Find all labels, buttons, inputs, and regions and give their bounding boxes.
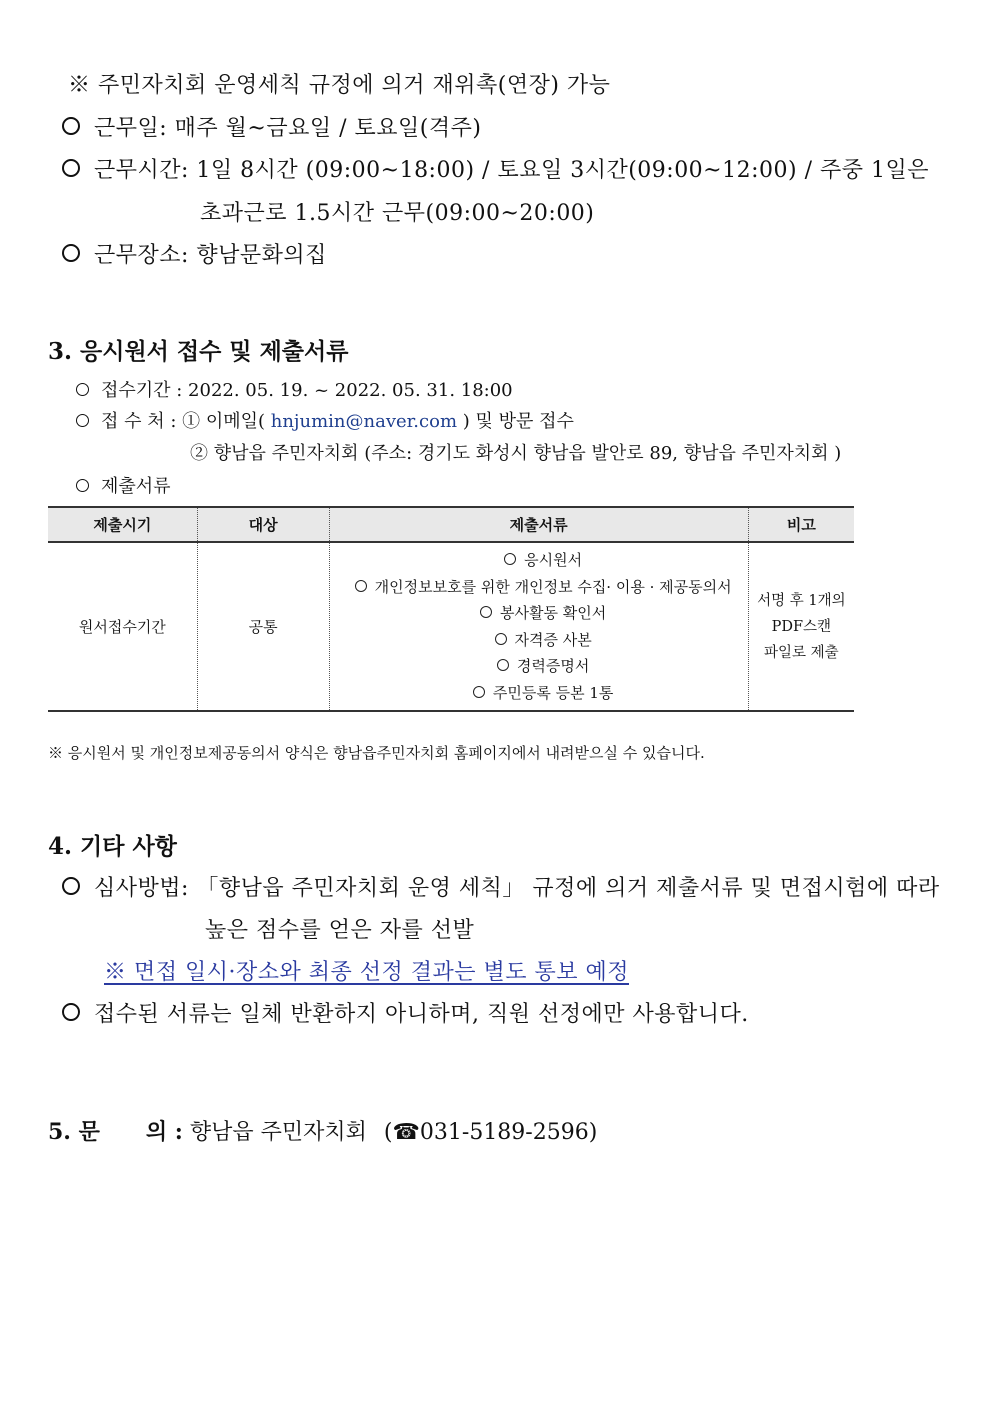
workdays-item	[62, 111, 481, 142]
reception-visit: ② 향남읍 주민자치회 (주소: 경기도 화성시 향남읍 발안로 89, 향남읍 주민자치회 )	[190, 443, 842, 464]
remark-line: PDF스캔	[771, 618, 832, 635]
email-link[interactable]: hnjumin@naver.com	[270, 411, 458, 432]
period-text: 접수기간 : 2022. 05. 19. ~ 2022. 05. 31. 18:00	[101, 380, 513, 401]
documents-table	[48, 506, 854, 712]
hours-item	[62, 153, 929, 184]
circle-bullet-icon	[62, 1003, 80, 1021]
method-text: 심사방법: 「향남읍 주민자치회 운영 세칙」 규정에 의거 제출서류 및 면접시험에 따라	[94, 876, 940, 901]
header-target: 대상	[197, 507, 329, 542]
circle-bullet-icon	[76, 383, 89, 396]
circle-bullet-icon	[76, 414, 89, 427]
cell-period: 원서접수기간	[48, 542, 197, 711]
period-item	[76, 376, 513, 402]
contact-label: 5. 문 의 :	[48, 1119, 183, 1145]
hours-text: 근무시간: 1일 8시간 (09:00~18:00) / 토요일 3시간(09:00~12:00) / 주중 1일은	[94, 158, 929, 183]
table-row	[48, 542, 854, 711]
place-text: 근무장소: 향남문화의집	[94, 243, 327, 268]
header-period: 제출시기	[48, 507, 197, 542]
circle-icon	[480, 606, 492, 618]
cell-target: 공통	[197, 542, 329, 711]
document-name: 주민등록 등본 1통	[492, 683, 614, 702]
remark-line: 서명 후 1개의	[757, 592, 846, 609]
reception-item	[76, 407, 574, 433]
list-item	[340, 627, 747, 654]
place-item	[62, 238, 327, 269]
circle-bullet-icon	[62, 244, 80, 262]
list-item	[340, 653, 747, 680]
docs-item	[76, 472, 171, 498]
reception-suffix: ) 및 방문 접수	[457, 411, 574, 432]
list-item	[340, 680, 747, 707]
table-header-row	[48, 507, 854, 542]
list-item	[340, 547, 747, 574]
cell-documents	[329, 542, 748, 711]
interview-notice: ※ 면접 일시·장소와 최종 선정 결과는 별도 통보 예정	[104, 960, 629, 985]
document-name: 자격증 사본	[514, 630, 592, 649]
contact-line	[48, 1115, 597, 1146]
header-remark: 비고	[748, 507, 854, 542]
document-name: 봉사활동 확인서	[500, 604, 607, 622]
list-item	[340, 574, 747, 601]
header-documents: 제출서류	[329, 507, 748, 542]
docs-label: 제출서류	[101, 476, 171, 497]
remark-line: 파일로 제출	[764, 644, 839, 661]
workdays-text: 근무일: 매주 월~금요일 / 토요일(격주)	[94, 116, 482, 141]
list-item	[340, 600, 747, 627]
contact-org: 향남읍 주민자치회	[189, 1120, 367, 1145]
return-item	[62, 997, 749, 1028]
circle-icon	[504, 553, 516, 565]
circle-bullet-icon	[62, 159, 80, 177]
document-name: 응시원서	[524, 551, 583, 569]
return-text: 접수된 서류는 일체 반환하지 아니하며, 직원 선정에만 사용합니다.	[94, 1002, 749, 1027]
circle-icon	[497, 659, 509, 671]
document-name: 개인정보보호를 위한 개인정보 수집· 이용 · 제공동의서	[374, 577, 732, 596]
circle-bullet-icon	[62, 117, 80, 135]
phone-icon: ☎	[392, 1120, 420, 1145]
circle-icon	[495, 633, 507, 645]
hours-continuation: 초과근로 1.5시간 근무(09:00~20:00)	[200, 201, 595, 226]
section4-title: 4. 기타 사항	[48, 833, 177, 860]
method-continuation: 높은 점수를 얻은 자를 선발	[205, 918, 475, 943]
reception-prefix: 접 수 처 : ① 이메일(	[101, 411, 271, 432]
contact-phone: (☎031-5189-2596)	[383, 1120, 598, 1145]
circle-bullet-icon	[62, 877, 80, 895]
circle-bullet-icon	[76, 479, 89, 492]
reappointment-note: ※ 주민자치회 운영세칙 규정에 의거 재위촉(연장) 가능	[68, 73, 611, 98]
section3-title: 3. 응시원서 접수 및 제출서류	[48, 338, 349, 365]
circle-icon	[473, 686, 485, 698]
cell-remark	[748, 542, 854, 711]
circle-icon	[355, 580, 367, 592]
method-item	[62, 871, 940, 902]
document-name: 경력증명서	[516, 657, 590, 675]
phone-number[interactable]: 031-5189-2596	[419, 1120, 589, 1145]
forms-footnote: ※ 응시원서 및 개인정보제공동의서 양식은 향남읍주민자치회 홈페이지에서 내려받으실 수 있습니다.	[48, 744, 705, 762]
